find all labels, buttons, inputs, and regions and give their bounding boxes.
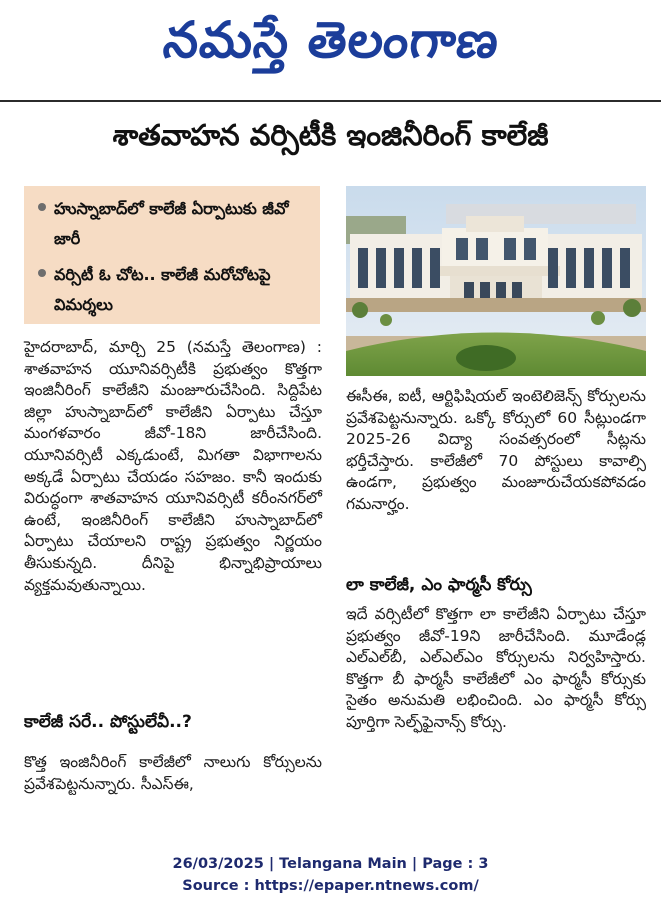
header-divider [0,100,661,102]
footer-source: Source : https://epaper.ntnews.com/ [182,878,479,894]
newspaper-title: నమస్తే తెలంగాణ [160,10,503,69]
masthead [0,0,661,92]
article-body-right-law: ఇదే వర్సిటీలో కొత్తగా లా కాలేజీని ఏర్పాటు చేస్తూ ప్రభుత్వం జీవో-19ని జారీచేసింది. మూడేండ్ల ఎల్‌ఎల్‌బీ, ఎల్‌ఎల్‌ఎం కోర్సులను నిర్వహిస్తారు. కొత్తగా బీ ఫార్మసీ కాలేజీలో ఎం ఫార్మసీ కోర్సుకు సైతం అనుమతి లభించింది. ఎం ఫార్మసీ కోర్సు పూర్తిగా సెల్ఫ్‌ఫైనాన్స్ కోర్సు. [346,605,646,731]
article-body-left-continued: కొత్త ఇంజినీరింగ్ కాలేజీలో నాలుగు కోర్సులను ప్రవేశపెట్టనున్నారు. సీఎస్‌ఈ, [24,753,322,793]
bullet-icon [38,203,46,211]
subheading-law-college: లా కాలేజీ, ఎం ఫార్మసీ కోర్సు [346,575,532,595]
article-body-right: ఈసీఈ, ఐటీ, ఆర్టిఫిషియల్ ఇంటెలిజెన్స్ కోర్సులను ప్రవేశపెట్టనున్నారు. ఒక్కో కోర్సులో 60 సీట్లుండగా 2025-26 విద్యా సంవత్సరంలో సీట్లను భర్తీచేస్తారు. కాలేజీలో 70 పోస్టులు కావాల్సి ఉండగా, ప్రభుత్వం మంజూరుచేయకపోవడం గమనార్హం. [346,387,646,513]
article-body-left: హైదరాబాద్, మార్చి 25 (నమస్తే తెలంగాణ) : శాతవాహన యూనివర్సిటీకి ప్రభుత్వం కొత్తగా ఇంజినీరింగ్ కాలేజీని మంజూరుచేసింది. సిద్దిపేట జిల్లా హుస్నాబాద్‌లో కాలేజీని ఏర్పాటు చేస్తూ మంగళవారం జీవో-18ని జారీచేసింది. యూనివర్సిటీ ఎక్కడుంటే, మిగతా విభాగాలను అక్కడే ఏర్పాటు చేయడం సహజం. కానీ ఇందుకు విరుద్ధంగా శాతవాహన యూనివర్సిటీ కరీంనగర్‌లో ఉంటే, ఇంజినీరింగ్ కాలేజీని హుస్నాబాద్‌లో ఏర్పాటు చేయాలని రాష్ట్ర ప్రభుత్వం నిర్ణయం తీసుకున్నది. దీనిపై భిన్నాభిప్రాయాలు వ్యక్తమవుతున్నాయి. [24,338,322,594]
highlight-text: వర్సిటీ ఓ చోట.. కాలేజీ మరోచోటపై విమర్శలు [54,265,271,314]
highlights-box [24,186,320,324]
footer-edition-info: 26/03/2025 | Telangana Main | Page : 3 [172,856,489,872]
bullet-icon [38,269,46,277]
highlight-item [38,260,310,320]
highlight-item [38,194,310,254]
highlight-text: హుస్నాబాద్‌లో కాలేజీ ఏర్పాటుకు జీవో జారీ [54,199,289,248]
subheading-posts: కాలేజీ సరే.. పోస్టులేవీ..? [24,712,192,732]
article-headline: శాతవాహన వర్సిటీకి ఇంజినీరింగ్ కాలేజీ [112,118,549,152]
university-building-photo [346,186,646,376]
